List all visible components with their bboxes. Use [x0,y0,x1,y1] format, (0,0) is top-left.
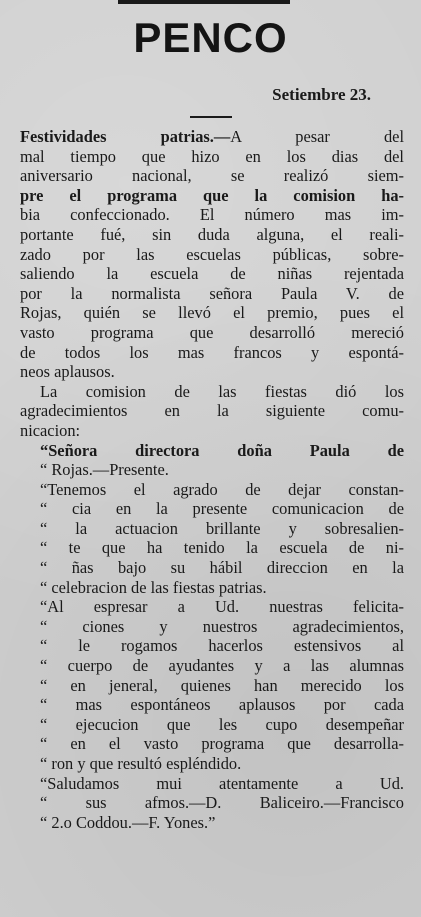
article-line: “Tenemos el agrado de dejar constan- [40,479,404,499]
article-line: “ 2.o Coddou.—F. Yones.” [40,812,216,832]
article-line: bia confeccionado. El número mas im- [20,205,404,225]
article-line: “ ciones y nuestros agradecimientos, [40,616,404,636]
article-line: zado por las escuelas públicas, sobre- [20,244,404,264]
article-line: “ ron y que resultó espléndido. [40,754,242,773]
article-line: portante fué, sin duda alguna, el reali- [20,224,404,244]
article-line: “ celebracion de las fiestas patrias. [40,577,267,597]
article-heading: Festividades patrias.— [20,127,231,146]
dateline: Setiembre 23. [272,85,371,104]
article-line: mal tiempo que hizo en los dias del [20,146,404,166]
article-line: “ en el vasto programa que desarrolla- [40,734,404,754]
article-line: “ Rojas.—Presente. [40,460,169,480]
article-line: “ le rogamos hacerlos estensivos al [40,636,404,656]
article-first-line [20,127,404,147]
article-line: nicacion: [20,420,81,440]
top-rule [118,0,290,4]
article-line: vasto programa que desarrolló mereció [20,322,404,342]
article-line: neos aplausos. [20,362,115,382]
article-line: “ cia en la presente comunicacion de [40,499,404,519]
article-lines [20,147,404,833]
article-line: “Saludamos mui atentamente a Ud. [40,773,404,793]
article-line: Rojas, quién se llevó el premio, pues el [20,303,404,323]
section-divider [190,116,232,118]
article-line: “Al espresar a Ud. nuestras felicita- [40,597,404,617]
article-first-line-text: A pesar del [230,127,404,146]
article-line: de todos los mas francos y espontá- [20,342,404,362]
article-line: aniversario nacional, se realizó siem- [20,166,404,186]
article-line: por la normalista señora Paula V. de [20,283,404,303]
article-line: “ ñas bajo su hábil direccion en la [40,558,404,578]
masthead-title: PENCO [133,14,288,61]
article-line: “ cuerpo de ayudantes y a las alumnas [40,656,404,676]
article-line: La comision de las fiestas dió los [40,381,404,401]
article-line: saliendo la escuela de niñas rejentada [20,264,404,284]
article-line: “ mas espontáneos aplausos por cada [40,695,404,715]
article-line: “ en jeneral, quienes han merecido los [40,675,404,695]
article-body [20,127,404,832]
article-line: pre el programa que la comision ha- [20,185,404,205]
article-line: “ ejecucion que les cupo desempeñar [40,714,404,734]
article-line: “ la actuacion brillante y sobresalien- [40,518,404,538]
article-line: “ te que ha tenido la escuela de ni- [40,538,404,558]
article-line: “Señora directora doña Paula de [40,440,404,460]
article-line: agradecimientos en la siguiente comu- [20,401,404,421]
article-line: “ sus afmos.—D. Baliceiro.—Francisco [40,793,404,813]
